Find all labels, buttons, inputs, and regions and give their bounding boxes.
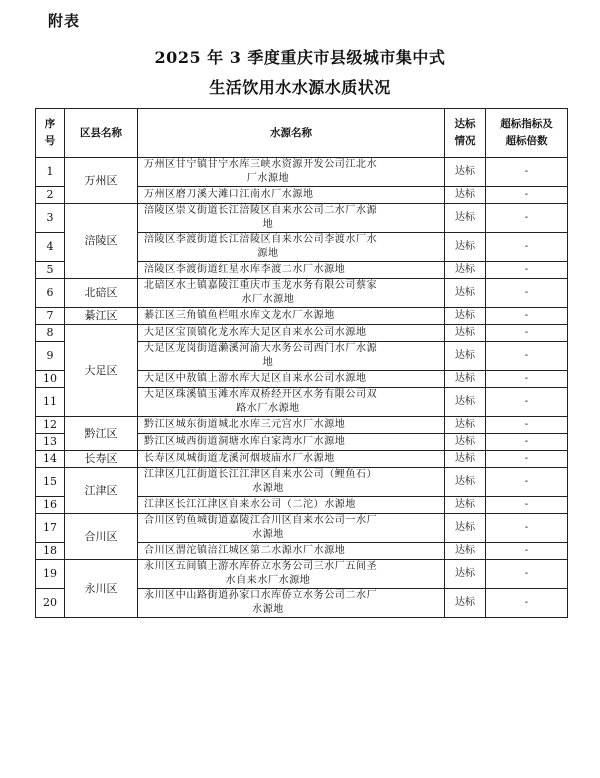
- row-number: 9: [36, 342, 65, 371]
- district-name: 江津区: [65, 468, 138, 514]
- row-number: 2: [36, 187, 65, 204]
- water-source-line: 大足区中敖镇上游水库大足区自来水公司水源地: [144, 373, 367, 384]
- district-name: 大足区: [65, 325, 138, 417]
- compliance-status: 达标: [445, 560, 486, 589]
- water-source-line: 厂水源地: [246, 173, 290, 184]
- exceed-indicator: -: [486, 371, 568, 388]
- water-source-line: 水源地: [252, 529, 284, 540]
- row-number: 14: [36, 451, 65, 468]
- compliance-status: 达标: [445, 417, 486, 434]
- compliance-status: 达标: [445, 158, 486, 187]
- water-source-name: [138, 468, 445, 497]
- document-title-line-2: 生活饮用水水源水质状况: [209, 78, 391, 97]
- table-row: [36, 417, 568, 434]
- table-row: [36, 325, 568, 342]
- district-name: 长寿区: [65, 451, 138, 468]
- row-number: 4: [36, 233, 65, 262]
- water-source-name: [138, 308, 445, 325]
- water-source-name: [138, 342, 445, 371]
- exceed-indicator: -: [486, 468, 568, 497]
- header-exceed-line-1: 超标指标及: [500, 118, 553, 130]
- header-exceed: [486, 109, 568, 158]
- water-source-name: [138, 371, 445, 388]
- row-number: 5: [36, 262, 65, 279]
- table-row: [36, 451, 568, 468]
- water-source-line: 万州区甘宁镇甘宁水库三峡水资源开发公司江北水: [144, 159, 378, 170]
- water-source-name: [138, 187, 445, 204]
- row-number: 17: [36, 514, 65, 543]
- water-source-name: [138, 325, 445, 342]
- water-source-line: 永川区五间镇上游水库侨立水务公司三水厂五间圣: [144, 561, 378, 572]
- district-name: 万州区: [65, 158, 138, 204]
- table-header-row: [36, 109, 568, 158]
- exceed-indicator: -: [486, 204, 568, 233]
- compliance-status: 达标: [445, 589, 486, 618]
- exceed-indicator: -: [486, 262, 568, 279]
- header-seq: [36, 109, 65, 158]
- district-name: 永川区: [65, 560, 138, 618]
- exceed-indicator: -: [486, 325, 568, 342]
- water-source-name: [138, 451, 445, 468]
- water-source-name: [138, 514, 445, 543]
- district-name: 北碚区: [65, 279, 138, 308]
- water-source-line: 永川区中山路街道孙家口水库侨立水务公司二水厂: [144, 590, 378, 601]
- row-number: 18: [36, 543, 65, 560]
- water-source-line: 路水厂水源地: [236, 403, 300, 414]
- water-source-line: 地: [262, 219, 274, 230]
- water-source-line: 万州区磨刀溪大滩口江南水厂水源地: [144, 189, 314, 200]
- water-source-name: [138, 279, 445, 308]
- water-source-line: 水厂水源地: [241, 294, 295, 305]
- exceed-indicator: -: [486, 342, 568, 371]
- table-row: [36, 158, 568, 187]
- compliance-status: 达标: [445, 514, 486, 543]
- water-source-line: 黔江区城西街道洞塘水库白家湾水厂水源地: [144, 436, 346, 447]
- row-number: 19: [36, 560, 65, 589]
- water-source-line: 合川区渭沱镇涪江城区第二水源水厂水源地: [144, 545, 346, 556]
- water-source-name: [138, 388, 445, 417]
- exceed-indicator: -: [486, 187, 568, 204]
- water-source-line: 北碚区水土镇嘉陵江重庆市玉龙水务有限公司蔡家: [144, 280, 378, 291]
- row-number: 13: [36, 434, 65, 451]
- compliance-status: 达标: [445, 262, 486, 279]
- water-source-name: [138, 543, 445, 560]
- row-number: 20: [36, 589, 65, 618]
- table-row: [36, 514, 568, 543]
- water-source-name: [138, 589, 445, 618]
- water-source-line: 合川区钓鱼城街道嘉陵江合川区自来水公司一水厂: [144, 515, 378, 526]
- exceed-indicator: -: [486, 233, 568, 262]
- water-source-line: 长寿区凤城街道龙溪河烟坡庙水厂水源地: [144, 453, 335, 464]
- compliance-status: 达标: [445, 204, 486, 233]
- exceed-indicator: -: [486, 158, 568, 187]
- header-status-line-2: 情况: [454, 135, 476, 147]
- exceed-indicator: -: [486, 417, 568, 434]
- district-name: 涪陵区: [65, 204, 138, 279]
- district-name: 黔江区: [65, 417, 138, 451]
- compliance-status: 达标: [445, 434, 486, 451]
- water-source-name: [138, 417, 445, 434]
- row-number: 7: [36, 308, 65, 325]
- row-number: 1: [36, 158, 65, 187]
- row-number: 12: [36, 417, 65, 434]
- water-source-line: 大足区宝顶镇化龙水库大足区自来水公司水源地: [144, 327, 367, 338]
- exceed-indicator: -: [486, 434, 568, 451]
- water-source-name: [138, 158, 445, 187]
- water-source-line: 水源地: [252, 604, 284, 615]
- document-title-line-1: 2025 年 3 季度重庆市县级城市集中式: [154, 48, 446, 67]
- water-source-line: 黔江区城东街道城北水库三元宫水厂水源地: [144, 419, 346, 430]
- compliance-status: 达标: [445, 468, 486, 497]
- water-source-line: 大足区龙岗街道濑溪河渝大水务公司西门水厂水源: [144, 343, 378, 354]
- compliance-status: 达标: [445, 308, 486, 325]
- compliance-status: 达标: [445, 371, 486, 388]
- table-row: [36, 204, 568, 233]
- water-quality-table: [35, 108, 568, 618]
- water-source-line: 大足区珠溪镇玉滩水库双桥经开区水务有限公司双: [144, 389, 378, 400]
- row-number: 6: [36, 279, 65, 308]
- row-number: 16: [36, 497, 65, 514]
- header-status-line-1: 达标: [454, 118, 476, 130]
- exceed-indicator: -: [486, 279, 568, 308]
- row-number: 8: [36, 325, 65, 342]
- water-source-line: 地: [262, 357, 274, 368]
- compliance-status: 达标: [445, 187, 486, 204]
- table-row: [36, 279, 568, 308]
- exceed-indicator: -: [486, 543, 568, 560]
- water-source-line: 水自来水厂水源地: [225, 575, 311, 586]
- district-name: 合川区: [65, 514, 138, 560]
- exceed-indicator: -: [486, 497, 568, 514]
- water-source-name: [138, 233, 445, 262]
- table-row: [36, 468, 568, 497]
- header-status: [445, 109, 486, 158]
- row-number: 3: [36, 204, 65, 233]
- table-row: [36, 560, 568, 589]
- annex-label: 附表: [48, 12, 81, 30]
- water-source-line: 水源地: [252, 483, 284, 494]
- header-seq-line-2: 号: [44, 135, 56, 147]
- water-source-name: [138, 434, 445, 451]
- table-row: [36, 308, 568, 325]
- row-number: 15: [36, 468, 65, 497]
- header-exceed-line-2: 超标倍数: [505, 135, 548, 147]
- compliance-status: 达标: [445, 451, 486, 468]
- compliance-status: 达标: [445, 279, 486, 308]
- district-name: 綦江区: [65, 308, 138, 325]
- compliance-status: 达标: [445, 233, 486, 262]
- compliance-status: 达标: [445, 497, 486, 514]
- header-source: 水源名称: [138, 109, 445, 158]
- exceed-indicator: -: [486, 388, 568, 417]
- water-source-line: 江津区长江江津区自来水公司（二沱）水源地: [144, 499, 356, 510]
- exceed-indicator: -: [486, 451, 568, 468]
- water-source-line: 涪陵区李渡街道长江涪陵区自来水公司李渡水厂水: [144, 234, 378, 245]
- header-seq-line-1: 序: [44, 118, 56, 130]
- water-source-line: 江津区几江街道长江江津区自来水公司（鲤鱼石）: [144, 469, 378, 480]
- exceed-indicator: -: [486, 308, 568, 325]
- water-source-name: [138, 497, 445, 514]
- water-source-name: [138, 204, 445, 233]
- water-source-name: [138, 560, 445, 589]
- exceed-indicator: -: [486, 560, 568, 589]
- compliance-status: 达标: [445, 325, 486, 342]
- water-source-line: 涪陵区李渡街道红星水库李渡二水厂水源地: [144, 264, 346, 275]
- exceed-indicator: -: [486, 589, 568, 618]
- compliance-status: 达标: [445, 543, 486, 560]
- header-district: 区县名称: [65, 109, 138, 158]
- water-source-line: 綦江区三角镇鱼栏咀水库文龙水厂水源地: [144, 310, 335, 321]
- row-number: 11: [36, 388, 65, 417]
- row-number: 10: [36, 371, 65, 388]
- water-source-line: 涪陵区崇义街道长江涪陵区自来水公司二水厂水源: [144, 205, 378, 216]
- compliance-status: 达标: [445, 342, 486, 371]
- exceed-indicator: -: [486, 514, 568, 543]
- water-source-name: [138, 262, 445, 279]
- water-source-line: 源地: [257, 248, 279, 259]
- compliance-status: 达标: [445, 388, 486, 417]
